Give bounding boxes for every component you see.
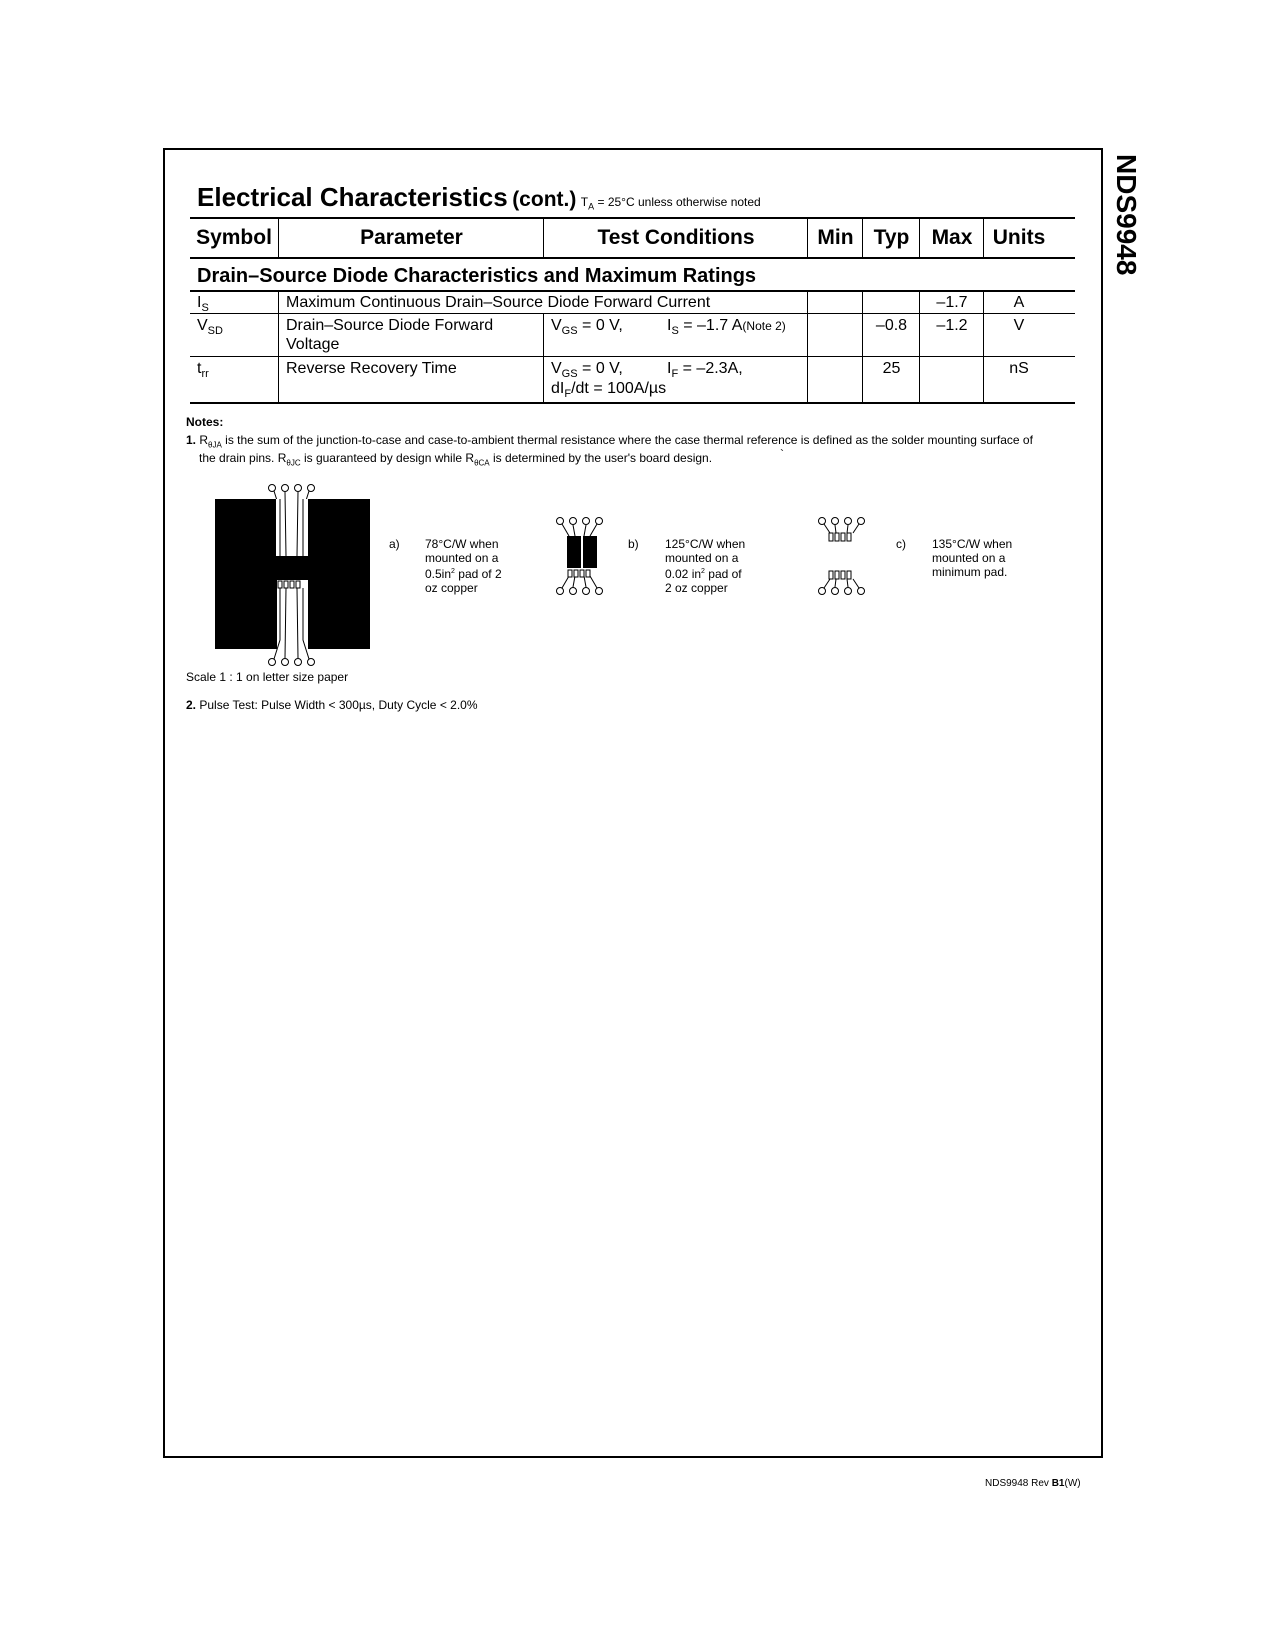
- cell-condition: $I_S = -1.7$ A(Note 2): [667, 317, 786, 338]
- stray-mark: `: [780, 447, 784, 461]
- header-parameter: Parameter: [360, 226, 463, 249]
- figure-a-letter: a): [389, 537, 400, 551]
- figure-b-letter: b): [628, 537, 639, 551]
- cell-units: A: [1013, 294, 1025, 311]
- cell-max: –1.7: [936, 294, 968, 311]
- figure-a-caption: 78°C/W when mounted on a $0.5in^2$ pad of 2 oz copper: [425, 537, 502, 595]
- section-heading: Electrical Characteristics (cont.) $T_A = 25^\circ C$ unless otherwise noted: [197, 182, 761, 212]
- table-header: [190, 217, 1075, 259]
- cell-parameter-cont: Voltage: [286, 336, 340, 353]
- cell-parameter: Reverse Recovery Time: [286, 360, 457, 377]
- note-2: 2. Pulse Test: Pulse Width < 300µs, Duty Cycle < 2.0%: [186, 698, 478, 712]
- section-title: Drain–Source Diode Characteristics and Maximum Ratings: [197, 265, 757, 287]
- cell-parameter: Maximum Continuous Drain–Source Diode Forward Current: [286, 294, 711, 311]
- cell-symbol: $I_S$: [197, 294, 209, 315]
- header-min: Min: [817, 226, 854, 249]
- figure-b-caption: 125°C/W when mounted on a 0.02 $in^2$ pad of 2 oz copper: [665, 537, 746, 595]
- header-symbol: Symbol: [196, 226, 272, 249]
- cell-parameter: Drain–Source Diode Forward: [286, 317, 494, 334]
- note-1-line-1: 1. $R_{\theta JA}$ is the sum of the junction-to-case and case-to-ambient thermal resistance where the case thermal reference is defined as the solder mounting surface of: [186, 433, 1033, 450]
- header-typ: Typ: [873, 226, 910, 249]
- pad-diagram-b: [553, 514, 613, 598]
- notes-title: Notes:: [186, 415, 224, 429]
- cell-units: nS: [1009, 360, 1029, 377]
- header-units: Units: [992, 226, 1046, 249]
- pad-diagram-a: [210, 480, 375, 670]
- figure-c-letter: c): [896, 537, 906, 551]
- note-1-line-2: the drain pins. $R_{\theta JC}$ is guaranteed by design while $R_{\theta CA}$ is determined by the user's board design.: [199, 451, 713, 468]
- scale-note: Scale 1 : 1 on letter size paper: [186, 670, 349, 684]
- header-max: Max: [931, 226, 973, 249]
- cell-units: V: [1013, 317, 1025, 334]
- cell-typ: 25: [882, 360, 901, 377]
- cell-condition: $I_F = -2.3A$,: [667, 360, 743, 381]
- cell-typ: –0.8: [875, 317, 908, 334]
- cell-symbol: $V_{SD}$: [197, 317, 223, 338]
- cell-condition-cont: $dI_F/dt = 100A/\mu s$: [551, 380, 667, 401]
- cell-max: –1.2: [936, 317, 968, 334]
- cell-condition: $V_{GS} = 0$ V,: [551, 317, 623, 338]
- side-part-number: NDS9948: [1111, 154, 1142, 276]
- pad-diagram-c: [815, 514, 875, 598]
- figure-c-caption: 135°C/W when mounted on a minimum pad.: [932, 537, 1013, 579]
- footer-revision: NDS9948 Rev B1(W): [985, 1478, 1081, 1489]
- cell-condition: $V_{GS} = 0$ V,: [551, 360, 623, 381]
- cell-symbol: $t_{rr}$: [197, 360, 209, 381]
- header-test-conditions: Test Conditions: [597, 226, 755, 249]
